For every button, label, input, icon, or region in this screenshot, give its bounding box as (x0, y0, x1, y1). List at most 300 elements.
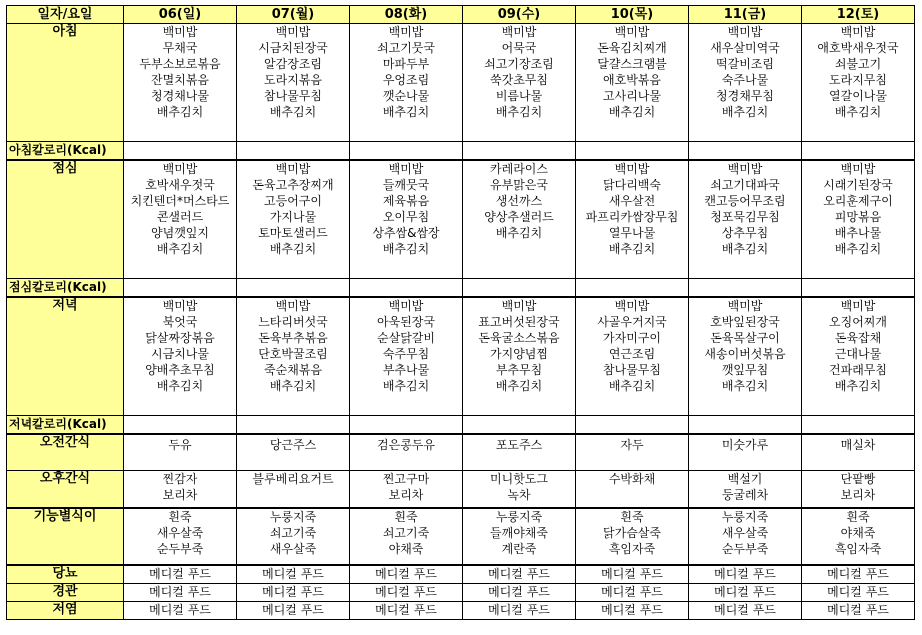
menu-cell (350, 279, 463, 298)
menu-item: 제육볶음 (382, 194, 430, 208)
menu-item: 배추김치 (721, 105, 769, 119)
menu-item: 무채국 (162, 41, 198, 55)
menu-cell (576, 297, 689, 416)
menu-cell (802, 297, 915, 416)
menu-item: 참나물무침 (264, 89, 322, 103)
menu-cell (576, 584, 689, 602)
menu-item: 배추나물 (834, 226, 882, 240)
menu-item: 메디컬 푸드 (262, 603, 324, 617)
menu-item: 백미밥 (614, 25, 650, 39)
menu-item: 백미밥 (162, 25, 198, 39)
menu-item: 연근조림 (608, 347, 656, 361)
menu-item: 카레라이스 (490, 162, 548, 176)
menu-cell (689, 160, 802, 279)
row-am-snack (7, 434, 915, 471)
menu-cell (689, 584, 802, 602)
menu-item: 배추김치 (495, 226, 543, 240)
menu-item: 메디컬 푸드 (488, 567, 550, 581)
menu-cell (689, 279, 802, 298)
menu-cell (689, 142, 802, 161)
menu-item: 청포묵김무침 (710, 210, 780, 224)
menu-item: 녹차 (507, 488, 531, 502)
menu-cell (463, 160, 576, 279)
menu-cell (463, 508, 576, 565)
menu-cell (689, 24, 802, 142)
menu-cell (350, 565, 463, 584)
menu-item: 어묵국 (501, 41, 537, 55)
menu-item: 배추김치 (156, 105, 204, 119)
menu-cell (237, 434, 350, 471)
row-label: 경관 (7, 584, 124, 602)
row-label: 당뇨 (7, 565, 124, 584)
menu-cell (802, 142, 915, 161)
menu-item: 보리차 (388, 488, 424, 502)
menu-item: 순두부죽 (156, 542, 204, 556)
menu-item: 돈육고추장찌개 (252, 178, 334, 192)
menu-item: 상추쌈&쌈장 (372, 226, 440, 240)
menu-item: 백미밥 (388, 299, 424, 313)
menu-item: 사골우거지국 (597, 315, 667, 329)
menu-item: 백미밥 (275, 25, 311, 39)
menu-item: 배추김치 (156, 379, 204, 393)
menu-item: 메디컬 푸드 (375, 603, 437, 617)
header-corner: 일자/요일 (7, 6, 124, 24)
menu-item: 배추김치 (834, 242, 882, 256)
menu-item: 배추김치 (382, 379, 430, 393)
menu-item: 배추김치 (608, 379, 656, 393)
menu-cell (350, 24, 463, 142)
menu-item: 메디컬 푸드 (601, 603, 663, 617)
menu-item: 메디컬 푸드 (827, 585, 889, 599)
menu-item: 메디컬 푸드 (714, 603, 776, 617)
menu-item: 닭살짜장볶음 (145, 331, 215, 345)
menu-cell (124, 160, 237, 279)
menu-item: 배추김치 (834, 379, 882, 393)
menu-item: 둥굴레차 (721, 488, 769, 502)
menu-item: 두유 (168, 438, 192, 452)
menu-cell (576, 565, 689, 584)
menu-item: 마파두부 (382, 57, 430, 71)
row-breakfast (7, 24, 915, 142)
menu-item: 돈육부추볶음 (258, 331, 328, 345)
row-pm-snack (7, 471, 915, 509)
menu-cell (463, 416, 576, 435)
menu-item: 오이무침 (382, 210, 430, 224)
row-label: 저녁 (7, 297, 124, 416)
menu-item: 떡갈비조림 (716, 57, 774, 71)
menu-item: 북엇국 (162, 315, 198, 329)
menu-item: 백미밥 (162, 299, 198, 313)
menu-cell (576, 24, 689, 142)
menu-item: 깻잎무침 (721, 363, 769, 377)
menu-item: 백미밥 (840, 299, 876, 313)
menu-cell (124, 471, 237, 509)
menu-item: 메디컬 푸드 (488, 585, 550, 599)
menu-cell (124, 142, 237, 161)
menu-item: 블루베리요거트 (252, 472, 334, 486)
menu-item: 배추김치 (156, 242, 204, 256)
menu-cell (237, 416, 350, 435)
menu-item: 백설기 (727, 472, 763, 486)
menu-cell (237, 24, 350, 142)
menu-item: 쇠고기뭇국 (377, 41, 435, 55)
menu-cell (350, 160, 463, 279)
row-label: 저녁칼로리(Kcal) (7, 416, 124, 435)
menu-cell (463, 279, 576, 298)
menu-cell (576, 602, 689, 620)
row-dinner-cal (7, 416, 915, 435)
menu-item: 닭가슴살죽 (603, 526, 661, 540)
menu-item: 포도주스 (495, 438, 543, 452)
menu-item: 흑임자죽 (834, 542, 882, 556)
menu-item: 양배추초무침 (145, 363, 215, 377)
menu-item: 백미밥 (501, 25, 537, 39)
menu-cell (350, 434, 463, 471)
menu-item: 호박잎된장국 (710, 315, 780, 329)
menu-item: 가지양념찜 (490, 347, 548, 361)
menu-cell (689, 602, 802, 620)
menu-item: 달걀스크램블 (597, 57, 667, 71)
menu-item: 백미밥 (501, 299, 537, 313)
menu-cell (802, 160, 915, 279)
menu-item: 치킨텐더*머스타드 (130, 194, 230, 208)
row-label: 오후간식 (7, 471, 124, 509)
menu-item: 메디컬 푸드 (149, 567, 211, 581)
menu-item: 백미밥 (162, 162, 198, 176)
menu-item: 메디컬 푸드 (375, 585, 437, 599)
day-header-sat: 12(토) (802, 6, 915, 24)
day-header-sun: 06(일) (124, 6, 237, 24)
menu-item: 단호박꿀조림 (258, 347, 328, 361)
row-dinner (7, 297, 915, 416)
menu-item: 표고버섯된장국 (478, 315, 560, 329)
menu-item: 흑임자죽 (608, 542, 656, 556)
menu-item: 돈육굴소스볶음 (478, 331, 560, 345)
menu-item: 단팥빵 (840, 472, 876, 486)
menu-item: 새송이버섯볶음 (704, 347, 786, 361)
menu-item: 부추나물 (382, 363, 430, 377)
menu-item: 계란죽 (501, 542, 537, 556)
menu-cell (802, 416, 915, 435)
menu-cell (124, 416, 237, 435)
menu-cell (689, 416, 802, 435)
menu-item: 파프리카쌈장무침 (585, 210, 679, 224)
menu-item: 찐고구마 (382, 472, 430, 486)
menu-cell (463, 434, 576, 471)
menu-item: 미니핫도그 (490, 472, 548, 486)
menu-cell (802, 471, 915, 509)
menu-item: 순살닭갈비 (377, 331, 435, 345)
menu-item: 누룽지죽 (721, 510, 769, 524)
menu-cell (350, 142, 463, 161)
row-label: 오전간식 (7, 434, 124, 471)
menu-cell (576, 160, 689, 279)
day-header-wed: 09(수) (463, 6, 576, 24)
menu-item: 두부소보로볶음 (139, 57, 221, 71)
menu-item: 잔멸치볶음 (151, 73, 209, 87)
menu-item: 메디컬 푸드 (149, 585, 211, 599)
menu-item (463, 241, 575, 257)
menu-item: 메디컬 푸드 (262, 585, 324, 599)
menu-item: 쇠고기죽 (382, 526, 430, 540)
menu-item: 양상추샐러드 (484, 210, 554, 224)
menu-item: 백미밥 (388, 25, 424, 39)
menu-cell (463, 142, 576, 161)
menu-cell (237, 602, 350, 620)
menu-item: 메디컬 푸드 (714, 585, 776, 599)
menu-item: 백미밥 (275, 162, 311, 176)
menu-item: 들깨야채죽 (490, 526, 548, 540)
menu-item: 상추무침 (721, 226, 769, 240)
menu-item: 가자미구이 (603, 331, 661, 345)
menu-item: 오리훈제구이 (823, 194, 893, 208)
menu-item: 생선까스 (495, 194, 543, 208)
menu-cell (350, 471, 463, 509)
menu-item: 애호박볶음 (603, 73, 661, 87)
menu-cell (463, 471, 576, 509)
menu-item: 돈육김치찌개 (597, 41, 667, 55)
menu-item (237, 487, 349, 503)
menu-item: 숙주무침 (382, 347, 430, 361)
menu-item: 메디컬 푸드 (601, 567, 663, 581)
menu-item: 배추김치 (608, 242, 656, 256)
menu-cell (237, 565, 350, 584)
menu-cell (237, 160, 350, 279)
menu-cell (802, 279, 915, 298)
menu-item: 돈육목살구이 (710, 331, 780, 345)
menu-cell (576, 434, 689, 471)
menu-item: 청경채나물 (151, 89, 209, 103)
menu-item: 가지나물 (269, 210, 317, 224)
menu-item: 당근주스 (269, 438, 317, 452)
menu-cell (802, 584, 915, 602)
menu-cell (124, 584, 237, 602)
menu-cell (463, 24, 576, 142)
menu-item: 죽순채볶음 (264, 363, 322, 377)
menu-item: 부추무침 (495, 363, 543, 377)
meal-menu-table (6, 5, 915, 620)
menu-item: 야채죽 (388, 542, 424, 556)
menu-item: 콘샐러드 (156, 210, 204, 224)
menu-cell (237, 297, 350, 416)
menu-item: 쇠고기대파국 (710, 178, 780, 192)
menu-cell (124, 297, 237, 416)
menu-cell (463, 602, 576, 620)
header-row (7, 6, 915, 24)
menu-item: 메디컬 푸드 (714, 567, 776, 581)
menu-item: 새우살죽 (269, 542, 317, 556)
menu-cell (124, 508, 237, 565)
menu-item: 닭다리백숙 (603, 178, 661, 192)
menu-cell (350, 416, 463, 435)
menu-body (7, 24, 915, 620)
menu-item: 메디컬 푸드 (488, 603, 550, 617)
menu-item: 검은콩두유 (377, 438, 435, 452)
menu-item: 야채죽 (840, 526, 876, 540)
menu-cell (237, 471, 350, 509)
row-breakfast-cal (7, 142, 915, 161)
menu-item: 백미밥 (840, 25, 876, 39)
menu-item: 메디컬 푸드 (375, 567, 437, 581)
menu-cell (350, 584, 463, 602)
menu-cell (463, 584, 576, 602)
menu-item: 시래기된장국 (823, 178, 893, 192)
menu-item: 백미밥 (614, 299, 650, 313)
menu-item: 아욱된장국 (377, 315, 435, 329)
menu-item: 열갈이나물 (829, 89, 887, 103)
menu-item: 토마토샐러드 (258, 226, 328, 240)
row-label: 점심칼로리(Kcal) (7, 279, 124, 298)
row-label: 기능별식이 (7, 508, 124, 565)
menu-item: 보리차 (840, 488, 876, 502)
menu-item: 느타리버섯국 (258, 315, 328, 329)
menu-item: 청경채무침 (716, 89, 774, 103)
menu-cell (576, 471, 689, 509)
menu-cell (576, 142, 689, 161)
menu-item: 건파래무침 (829, 363, 887, 377)
menu-cell (350, 297, 463, 416)
menu-cell (237, 142, 350, 161)
row-low-salt (7, 602, 915, 620)
row-label: 아침칼로리(Kcal) (7, 142, 124, 161)
menu-item (576, 487, 688, 503)
menu-item: 시금치나물 (151, 347, 209, 361)
menu-item: 배추김치 (495, 105, 543, 119)
menu-cell (576, 508, 689, 565)
row-lunch-cal (7, 279, 915, 298)
row-functional (7, 508, 915, 565)
menu-item: 메디컬 푸드 (827, 567, 889, 581)
menu-item: 도라지볶음 (264, 73, 322, 87)
menu-item: 배추김치 (608, 105, 656, 119)
day-header-thu: 10(목) (576, 6, 689, 24)
menu-item: 고사리나물 (603, 89, 661, 103)
menu-item: 흰죽 (846, 510, 870, 524)
menu-cell (689, 434, 802, 471)
row-diabetes (7, 565, 915, 584)
menu-item: 배추김치 (495, 379, 543, 393)
menu-cell (124, 565, 237, 584)
menu-cell (124, 24, 237, 142)
day-header-mon: 07(월) (237, 6, 350, 24)
menu-item: 도라지무침 (829, 73, 887, 87)
menu-item: 고등어구이 (264, 194, 322, 208)
menu-item: 숙주나물 (721, 73, 769, 87)
menu-item: 깻순나물 (382, 89, 430, 103)
menu-item: 쇠불고기 (834, 57, 882, 71)
menu-item: 배추김치 (721, 379, 769, 393)
menu-cell (124, 434, 237, 471)
menu-item: 백미밥 (727, 25, 763, 39)
menu-cell (689, 565, 802, 584)
menu-item: 알감장조림 (264, 57, 322, 71)
menu-cell (689, 297, 802, 416)
menu-cell (689, 471, 802, 509)
menu-item: 누룽지죽 (269, 510, 317, 524)
menu-item: 백미밥 (275, 299, 311, 313)
menu-item: 쇠고기죽 (269, 526, 317, 540)
menu-item: 호박새우젓국 (145, 178, 215, 192)
menu-item: 참나물무침 (603, 363, 661, 377)
menu-cell (802, 508, 915, 565)
menu-item: 배추김치 (269, 379, 317, 393)
row-label: 아침 (7, 24, 124, 142)
menu-item: 캔고등어무조림 (704, 194, 786, 208)
menu-item: 배추김치 (834, 105, 882, 119)
menu-item: 양념깻잎지 (151, 226, 209, 240)
menu-item: 새우살죽 (156, 526, 204, 540)
menu-cell (350, 602, 463, 620)
menu-item: 새우살전 (608, 194, 656, 208)
row-tube (7, 584, 915, 602)
menu-cell (802, 565, 915, 584)
menu-item: 자두 (620, 438, 644, 452)
menu-item: 백미밥 (388, 162, 424, 176)
menu-cell (237, 279, 350, 298)
menu-item: 근대나물 (834, 347, 882, 361)
menu-item: 찐감자 (162, 472, 198, 486)
row-label: 저염 (7, 602, 124, 620)
menu-item: 순두부죽 (721, 542, 769, 556)
menu-item: 배추김치 (721, 242, 769, 256)
menu-item: 오징어찌개 (829, 315, 887, 329)
menu-item: 배추김치 (269, 105, 317, 119)
menu-item: 배추김치 (269, 242, 317, 256)
menu-cell (802, 602, 915, 620)
menu-item: 흰죽 (168, 510, 192, 524)
menu-cell (576, 416, 689, 435)
menu-cell (350, 508, 463, 565)
day-header-tue: 08(화) (350, 6, 463, 24)
menu-cell (124, 602, 237, 620)
row-lunch (7, 160, 915, 279)
menu-cell (689, 508, 802, 565)
menu-item: 보리차 (162, 488, 198, 502)
menu-cell (576, 279, 689, 298)
menu-cell (237, 584, 350, 602)
menu-item: 흰죽 (620, 510, 644, 524)
menu-item: 쇠고기장조림 (484, 57, 554, 71)
menu-item: 백미밥 (727, 162, 763, 176)
menu-item: 돈육잡채 (834, 331, 882, 345)
menu-item: 메디컬 푸드 (601, 585, 663, 599)
menu-item: 열무나물 (608, 226, 656, 240)
menu-item: 피망볶음 (834, 210, 882, 224)
menu-item: 애호박새우젓국 (817, 41, 899, 55)
menu-item: 매실차 (840, 438, 876, 452)
menu-item: 쑥갓초무침 (490, 73, 548, 87)
menu-cell (463, 297, 576, 416)
menu-item: 메디컬 푸드 (262, 567, 324, 581)
menu-item: 미숫가루 (721, 438, 769, 452)
menu-item: 메디컬 푸드 (149, 603, 211, 617)
menu-item: 들깨뭇국 (382, 178, 430, 192)
menu-cell (802, 24, 915, 142)
menu-item: 우엉조림 (382, 73, 430, 87)
menu-item: 흰죽 (394, 510, 418, 524)
menu-item: 백미밥 (614, 162, 650, 176)
menu-item: 백미밥 (727, 299, 763, 313)
menu-cell (237, 508, 350, 565)
menu-item: 배추김치 (382, 242, 430, 256)
menu-item: 수박화채 (608, 472, 656, 486)
menu-item: 유부맑은국 (490, 178, 548, 192)
menu-item: 새우살죽 (721, 526, 769, 540)
menu-cell (124, 279, 237, 298)
menu-item: 메디컬 푸드 (827, 603, 889, 617)
row-label: 점심 (7, 160, 124, 279)
menu-item: 배추김치 (382, 105, 430, 119)
